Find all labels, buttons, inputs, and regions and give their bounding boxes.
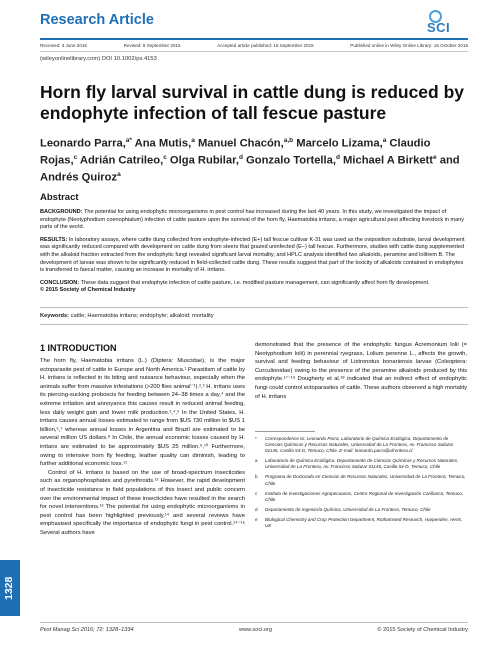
intro-heading: 1 INTRODUCTION <box>40 343 117 353</box>
footnote-mark: b <box>255 474 258 480</box>
page-number-tab: 1328 <box>0 560 20 616</box>
sci-logo: SCI <box>425 8 465 36</box>
footer-rule <box>40 622 468 623</box>
dates-rule <box>40 51 468 52</box>
article-dates <box>40 43 468 48</box>
abstract-body: BACKGROUND: The potential for using endophytic microorganisms in pest control has increased during the last 40 years. In this study, we investigated the impact of endophyte (Neotyphodium coenophialum) infection of cattle pasture upon the survival of the horn fly, Haematobia irritans, a major agricultural pest affecting livestock in many parts of the world. RESULTS: In laboratory assays, where cattle dung collected from endophyte-infected (E+) tall fescue cultivar K-31 was used as the oviposition substrate, larval development was significantly reduced compared with development on cattle dung from steers that grazed uninfected (E−) tall fescue. Furthermore, studies with cattle dung supplemented with the alkaloid fraction extracted from the endophytic fungi revealed significant larval mortality, and HPLC analysis identified two alkaloids, peramine and lolitrem B. The development of larvae was shown to be significantly reduced in field-collected cattle dung. These results suggest that part of the toxicity of alkaloids contained in endophytes is transferred to faecal matter, causing an increase in mortality of H. irritans. CONCLUSION: These data suggest that endophyte infection of cattle pasture, i.e. modified pasture management, can significantly affect horn fly development. © 2015 Society of Chemical Industry <box>40 209 465 294</box>
header-rule <box>40 38 468 40</box>
footnote-mark: * <box>255 436 257 441</box>
author-name: Michael A Birkett <box>339 154 433 167</box>
affiliation-mark: d <box>238 154 243 162</box>
affiliation-mark: a* <box>125 137 132 144</box>
page-footer <box>40 627 468 633</box>
article-title: Horn fly larval survival in cattle dung is reduced by endophyte infection of tall fescue pasture <box>40 82 465 123</box>
footnote-mark: c <box>255 490 258 496</box>
footnote-mark: e <box>255 516 258 522</box>
author-name: Leonardo Parra, <box>40 137 126 150</box>
intro-paragraph: The horn fly, Haematobia irritans (L.) (Diptera: Muscidae), is the major ectoparasite pest of cattle in Europe and North America.¹ Parasitism of cattle by H. irritans is reflected in its biting and nuisance behaviour, especially when the animals suffer from massive infestations (>200 flies animal⁻¹).²,³ H. irritans uses its piercing-sucking proboscis for feeding between 24–38 times a day,⁴ and the extreme irritation and annoyance this causes result in reduced animal feeding, less daily weight gain and lower milk production.²,⁴,⁵ In the United States, H. irritans causes annual losses estimated to range from $US 730 million to $US 1 billion,⁶,⁷ whereas annual losses in Argentina and Brazil are estimated to be several million US dollars.⁸ In Chile, the annual economic losses caused by H. irritans are estimated to be approximately $US 25 million.⁹,¹⁰ Furthermore, owing to intensive horn fly feeding, leather quality can diminish, leading to further additional economic loss.¹¹ <box>40 358 245 468</box>
author-name: and Andrés Quiroz <box>40 154 460 185</box>
intro-right-column <box>255 341 467 401</box>
author-name: Olga Rubilar, <box>166 154 239 167</box>
affiliation-mark: d <box>335 154 340 162</box>
footnotes <box>255 436 467 533</box>
footnote-mark: a <box>255 458 258 464</box>
footnote-text: Instituto de Investigaciones Agropecuarias, Centro Regional de Investigación Carillanca, Temuco, Chile <box>265 490 464 502</box>
footnote <box>255 458 467 470</box>
keywords-rule <box>40 324 468 325</box>
abstract-heading: Abstract <box>40 192 79 203</box>
keywords: Keywords: cattle; Haematobia irritans; endophyte; alkaloid; mortality <box>40 313 214 319</box>
journal-website[interactable]: www.soci.org <box>239 627 272 633</box>
affiliation-mark: a,b <box>283 137 294 144</box>
journal-citation: Pest Manag Sci 2016; 72: 1328–1334 <box>40 627 134 633</box>
accepted-date: Accepted article published: 16 September 2015 <box>217 43 314 48</box>
footnote-text: Laboratorio de Química Ecológica, Departamento de Ciencias Químicas y Recursos Naturales, Universidad de La Frontera, Av. Francisco Salazar 01145, Casilla 54-D, Temuco, Chile <box>265 458 459 470</box>
intro-left-column <box>40 357 245 537</box>
intro-paragraph: Control of H. irritans is based on the use of broad-spectrum insecticides such as organophosphates and pyrethroids.¹² However, the rapid development of insecticide resistance in field populations of this insect and public concern over the environmental impact of these insecticides have resulted in the search for novel interventions.¹³ The potential for using endophytic microorganisms in pest control has been highlighted previously,¹⁴ and several reviews have emphasised specifically the importance of endophytic fungi in pest control.¹⁴⁻¹⁶ Several authors have <box>40 469 245 536</box>
footnote <box>255 436 467 454</box>
footnote <box>255 507 467 513</box>
published-date: Published online in Wiley Online Library: 15 October 2015 <box>350 43 468 48</box>
footnote-mark: d <box>255 506 258 512</box>
footnote-text: Departamento de Ingeniería Química, Universidad de La Frontera, Temuco, Chile <box>265 506 431 512</box>
footer-copyright: © 2015 Society of Chemical Industry <box>377 627 468 633</box>
affiliation-mark: c <box>163 154 167 162</box>
author-name: Gonzalo Tortella, <box>242 154 336 167</box>
affiliation-mark: a <box>382 137 387 144</box>
author-name: Claudio Rojas, <box>40 137 431 167</box>
author-name: Adrián Catrileo, <box>77 154 164 167</box>
footnote <box>255 474 467 486</box>
footnote-text: Biological Chemistry and Crop Protection Department, Rothamsted Research, Harpenden, Herts, UK <box>265 516 463 529</box>
section-label: Research Article <box>40 12 154 28</box>
affiliation-mark: a <box>191 137 195 144</box>
received-date: Received: 3 June 2015 <box>40 43 87 48</box>
author-name: Ana Mutis, <box>131 137 192 150</box>
footnote <box>255 491 467 503</box>
affiliation-mark: a <box>117 171 121 179</box>
doi-line: (wileyonlinelibrary.com) DOI 10.1002/ps.4153 <box>40 56 157 62</box>
footnote <box>255 517 467 529</box>
footnote-text: Programa de Doctorado en Ciencias de Recursos Naturales, Universidad de La Frontera, Temuco, Chile <box>265 474 466 486</box>
author-list <box>40 134 470 185</box>
footnote-text: Correspondence to: Leonardo Parra, Laboratorio de Química Ecológica, Departamento de Ciencias Químicas y Recursos Naturales, Universidad de La Frontera, Av. Francisco Salazar 01145, Casilla 54-D, Temuco, Chile. E-mail: leonardo.parra@ufrontera.cl <box>265 436 454 454</box>
footnote-rule <box>255 431 315 432</box>
author-name: Manuel Chacón, <box>194 137 284 150</box>
affiliation-mark: e <box>433 154 437 162</box>
abstract-rule <box>40 307 468 308</box>
intro-paragraph: demonstrated that the presence of the endophytic fungus Acremonium lolii (= Neotyphodium lolii) in perennial ryegrass, Lolium perenne L., affects the growth, survival and feeding behaviour of Listronotus bonariensis larvae (Coleoptera: Curculionidae) owing to the presence of the peramine alkaloids produced by this endophyte.¹⁷⁻¹⁹ Dougherty et al.¹⁸ indicated that an indirect effect of endophytic fungi could control ectoparasites of cattle. These authors observed a high mortality of H. irritans <box>255 342 467 400</box>
revised-date: Revised: 9 September 2015 <box>123 43 181 48</box>
affiliation-mark: c <box>73 154 78 162</box>
author-name: Marcelo Lizama, <box>293 137 383 150</box>
